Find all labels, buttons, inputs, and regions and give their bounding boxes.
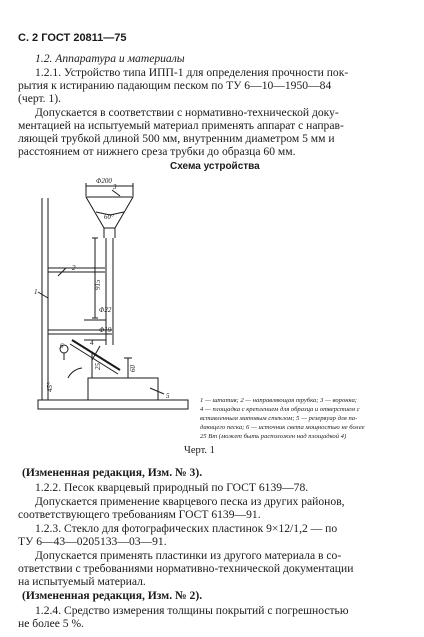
text-line: на испытуемый материал.	[18, 575, 146, 588]
reservoir	[88, 378, 158, 400]
revision-note-2: (Измененная редакция, Изм. № 2).	[22, 589, 203, 602]
page-header: С. 2 ГОСТ 20811—75	[18, 32, 127, 44]
label-n4: 4	[90, 339, 94, 347]
label-d915: 915	[94, 279, 102, 290]
label-d200: Φ200	[96, 177, 112, 185]
legend-line: 1 — штатив; 2 — направляющая трубка; 3 — воронка;	[200, 397, 357, 404]
text-line: расстоянием от нижнего среза трубки до образца 60 мм.	[18, 145, 296, 158]
base-plate	[38, 400, 188, 409]
text-line: 1.2.4. Средство измерения толщины покрытий с погрешностью	[35, 604, 349, 617]
text-line: Допускается в соответствии с нормативно-технической доку-	[35, 106, 339, 119]
text-line: 1.2.1. Устройство типа ИПП-1 для определения прочности пок-	[35, 66, 349, 79]
text-line: ментацией на испытуемый материал применять аппарат с направ-	[18, 119, 344, 132]
label-d19: Φ19	[99, 326, 112, 334]
label-a45: 45°	[46, 382, 54, 392]
text-line: соответствующего требованиям ГОСТ 6139—91.	[18, 508, 261, 521]
legend-line: 4 — площадка с креплением для образца и отверстием с	[200, 406, 360, 413]
text-line: не более 5 %.	[18, 617, 85, 630]
figure-title: Схема устройства	[170, 161, 260, 172]
label-n2: 2	[72, 264, 76, 272]
text-line: 1.2.3. Стекло для фотографических пластинок 9×12/1,2 — по	[35, 522, 338, 535]
legend-line: дающего песка; 6 — источник света мощностью не более	[200, 424, 365, 431]
text-line: Допускается применение кварцевого песка из других районов,	[35, 495, 345, 508]
label-n6: 6	[60, 342, 64, 350]
label-d25: 25	[94, 363, 102, 370]
label-d22: Φ22	[99, 306, 112, 314]
section-title: 1.2. Аппаратура и материалы	[35, 52, 185, 65]
label-d60: 60	[129, 365, 137, 372]
label-n1: 1	[34, 288, 38, 296]
legend-line: вставленным матовым стеклом; 5 — резервуар для па-	[200, 415, 358, 422]
legend-line: 25 Вт (может быть расположен над площадкой 4)	[200, 433, 347, 440]
revision-note-3: (Измененная редакция, Изм. № 3).	[22, 466, 203, 479]
text-line: (черт. 1).	[18, 92, 62, 105]
label-n3: 3	[113, 183, 117, 191]
label-n5: 5	[166, 392, 170, 400]
text-line: Допускается применять пластинки из другого материала в со-	[35, 549, 342, 562]
text-line: рытия к истиранию падающим песком по ТУ 6—10—1950—84	[18, 79, 332, 92]
label-a60: 60°	[104, 213, 114, 221]
text-line: ТУ 6—43—0205133—03—91.	[18, 535, 167, 548]
figure-caption: Черт. 1	[184, 445, 215, 456]
paragraph-1-2-2: 1.2.2. Песок кварцевый природный по ГОСТ 6139—78.	[35, 481, 309, 494]
text-line: ляющей трубкой длиной 500 мм, внутренним диаметром 5 мм и	[18, 132, 335, 145]
text-line: ответствии с требованиями нормативно-технической документации	[18, 562, 354, 575]
